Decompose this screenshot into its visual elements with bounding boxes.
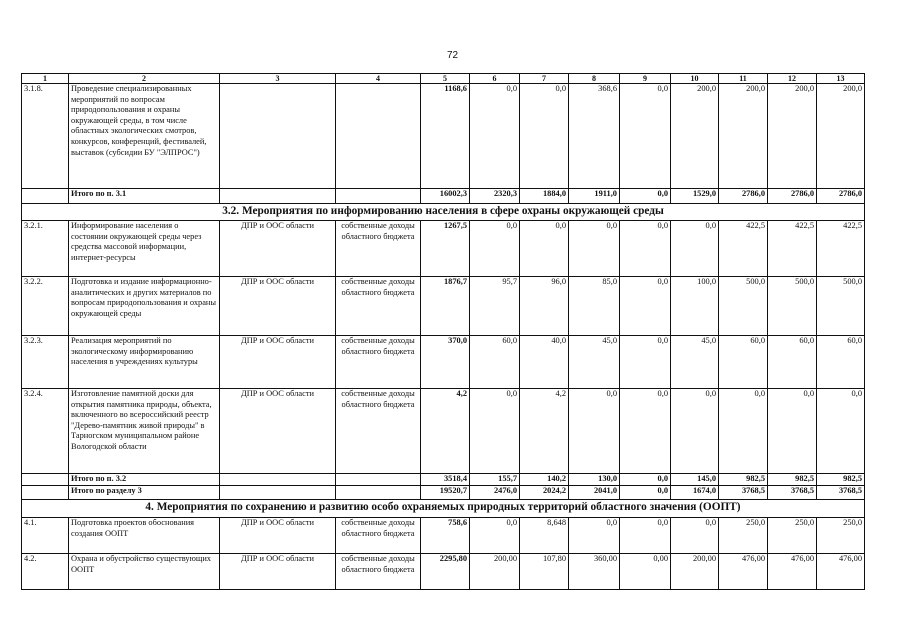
amount-cell: 107,80 [520,554,569,590]
amount-cell: 4,2 [421,389,470,474]
amount-cell: 500,0 [719,277,768,336]
executor [220,84,336,189]
amount-cell: 130,0 [569,474,620,486]
amount-cell: 360,00 [569,554,620,590]
item-number: 4.1. [22,518,69,554]
column-number: 3 [220,74,336,84]
executor [220,486,336,500]
amount-cell: 4,2 [520,389,569,474]
funding-source: собственные доходы областного бюджета [336,221,421,277]
amount-cell: 0,0 [470,389,520,474]
amount-cell: 250,0 [768,518,817,554]
column-number: 9 [620,74,671,84]
amount-cell: 16002,3 [421,189,470,204]
column-number: 2 [69,74,220,84]
amount-cell: 3768,5 [719,486,768,500]
amount-cell: 85,0 [569,277,620,336]
amount-cell: 2786,0 [719,189,768,204]
funding-source [336,189,421,204]
amount-cell: 145,0 [671,474,719,486]
item-name: Охрана и обустройство существующих ООПТ [69,554,220,590]
amount-cell: 982,5 [768,474,817,486]
amount-cell: 422,5 [768,221,817,277]
amount-cell: 0,0 [817,389,865,474]
item-name: Итого по п. 3.2 [69,474,220,486]
amount-cell: 2786,0 [768,189,817,204]
item-number [22,189,69,204]
amount-cell: 0,0 [569,221,620,277]
amount-cell: 200,00 [470,554,520,590]
section-heading: 4. Мероприятия по сохранению и развитию особо охраняемых природных территорий областного значения (ООПТ) [22,500,865,518]
executor: ДПР и ООС области [220,554,336,590]
amount-cell: 60,0 [470,336,520,389]
amount-cell: 2476,0 [470,486,520,500]
amount-cell: 1168,6 [421,84,470,189]
amount-cell: 500,0 [768,277,817,336]
amount-cell: 250,0 [719,518,768,554]
amount-cell: 422,5 [817,221,865,277]
funding-source: собственные доходы областного бюджета [336,554,421,590]
column-number: 7 [520,74,569,84]
amount-cell: 0,0 [671,221,719,277]
item-number: 3.2.3. [22,336,69,389]
amount-cell: 0,0 [671,389,719,474]
amount-cell: 2320,3 [470,189,520,204]
column-number: 1 [22,74,69,84]
amount-cell: 0,0 [620,84,671,189]
amount-cell: 3768,5 [817,486,865,500]
executor [220,474,336,486]
amount-cell: 0,0 [768,389,817,474]
amount-cell: 96,0 [520,277,569,336]
amount-cell: 476,00 [817,554,865,590]
amount-cell: 100,0 [671,277,719,336]
amount-cell: 0,0 [671,518,719,554]
column-number: 6 [470,74,520,84]
column-number: 13 [817,74,865,84]
table-row [22,518,865,554]
funding-source: собственные доходы областного бюджета [336,518,421,554]
executor: ДПР и ООС области [220,518,336,554]
item-number [22,474,69,486]
amount-cell: 200,0 [719,84,768,189]
table-row [22,221,865,277]
executor: ДПР и ООС области [220,277,336,336]
amount-cell: 0,0 [620,474,671,486]
amount-cell: 1674,0 [671,486,719,500]
total-row [22,474,865,486]
page-number: 72 [446,50,459,61]
item-name: Изготовление памятной доски для открытия памятника природы, объекта, включенного во всероссийский реестр "Дерево-памятник живой природы" в Тарногском муниципальном районе Вологодской области [69,389,220,474]
amount-cell: 476,00 [719,554,768,590]
amount-cell: 200,00 [671,554,719,590]
section-heading-row [22,204,865,221]
amount-cell: 3518,4 [421,474,470,486]
amount-cell: 982,5 [817,474,865,486]
funding-source: собственные доходы областного бюджета [336,277,421,336]
item-number: 3.2.2. [22,277,69,336]
executor: ДПР и ООС области [220,336,336,389]
amount-cell: 60,0 [719,336,768,389]
funding-source [336,474,421,486]
amount-cell: 370,0 [421,336,470,389]
amount-cell: 2041,0 [569,486,620,500]
amount-cell: 0,0 [620,486,671,500]
total-row [22,189,865,204]
amount-cell: 155,7 [470,474,520,486]
item-number: 3.2.4. [22,389,69,474]
executor: ДПР и ООС области [220,389,336,474]
item-name: Проведение специализированных мероприятий по вопросам природопользования и охраны окружающей среды, в том числе областных экологических смотров, конкурсов, конференций, фестивалей, выставок (субсидии БУ "ЭЛПРОС") [69,84,220,189]
amount-cell: 1884,0 [520,189,569,204]
amount-cell: 500,0 [817,277,865,336]
amount-cell: 1911,0 [569,189,620,204]
amount-cell: 2295,80 [421,554,470,590]
amount-cell: 0,0 [470,518,520,554]
amount-cell: 0,0 [620,221,671,277]
amount-cell: 0,0 [620,518,671,554]
table-row [22,84,865,189]
amount-cell: 0,0 [620,389,671,474]
amount-cell: 0,0 [470,84,520,189]
funding-source: собственные доходы областного бюджета [336,389,421,474]
amount-cell: 200,0 [671,84,719,189]
amount-cell: 0,0 [569,518,620,554]
section-heading-row [22,500,865,518]
table-row [22,554,865,590]
amount-cell: 982,5 [719,474,768,486]
item-number: 4.2. [22,554,69,590]
total-row [22,486,865,500]
amount-cell: 0,0 [520,84,569,189]
amount-cell: 0,0 [620,277,671,336]
amount-cell: 95,7 [470,277,520,336]
item-name: Реализация мероприятий по экологическому информированию населения в учреждениях культуры [69,336,220,389]
amount-cell: 0,0 [620,189,671,204]
item-name: Подготовка проектов обоснования создания ООПТ [69,518,220,554]
column-number: 12 [768,74,817,84]
amount-cell: 19520,7 [421,486,470,500]
column-number-row [22,74,865,84]
amount-cell: 250,0 [817,518,865,554]
amount-cell: 0,0 [620,336,671,389]
column-number: 5 [421,74,470,84]
item-number [22,486,69,500]
executor: ДПР и ООС области [220,221,336,277]
amount-cell: 1876,7 [421,277,470,336]
amount-cell: 0,00 [620,554,671,590]
amount-cell: 200,0 [768,84,817,189]
amount-cell: 422,5 [719,221,768,277]
item-name: Подготовка и издание информационно-аналитических и других материалов по вопросам природопользования и охраны окружающей среды [69,277,220,336]
item-name: Итого по п. 3.1 [69,189,220,204]
amount-cell: 1267,5 [421,221,470,277]
amount-cell: 0,0 [719,389,768,474]
column-number: 4 [336,74,421,84]
amount-cell: 60,0 [817,336,865,389]
amount-cell: 200,0 [817,84,865,189]
funding-source [336,84,421,189]
item-number: 3.1.8. [22,84,69,189]
amount-cell: 476,00 [768,554,817,590]
executor [220,189,336,204]
amount-cell: 8,648 [520,518,569,554]
item-name: Информирование населения о состоянии окружающей среды через средства массовой информации, интернет-ресурсы [69,221,220,277]
table-row [22,336,865,389]
amount-cell: 3768,5 [768,486,817,500]
table-row [22,277,865,336]
funding-source: собственные доходы областного бюджета [336,336,421,389]
amount-cell: 140,2 [520,474,569,486]
amount-cell: 45,0 [569,336,620,389]
column-number: 10 [671,74,719,84]
amount-cell: 45,0 [671,336,719,389]
amount-cell: 60,0 [768,336,817,389]
amount-cell: 2786,0 [817,189,865,204]
item-number: 3.2.1. [22,221,69,277]
amount-cell: 2024,2 [520,486,569,500]
item-name: Итого по разделу 3 [69,486,220,500]
column-number: 11 [719,74,768,84]
amount-cell: 0,0 [569,389,620,474]
program-table [21,73,865,590]
amount-cell: 1529,0 [671,189,719,204]
section-heading: 3.2. Мероприятия по информированию населения в сфере охраны окружающей среды [22,204,865,221]
funding-source [336,486,421,500]
amount-cell: 758,6 [421,518,470,554]
amount-cell: 0,0 [470,221,520,277]
column-number: 8 [569,74,620,84]
table-row [22,389,865,474]
amount-cell: 368,6 [569,84,620,189]
amount-cell: 40,0 [520,336,569,389]
amount-cell: 0,0 [520,221,569,277]
